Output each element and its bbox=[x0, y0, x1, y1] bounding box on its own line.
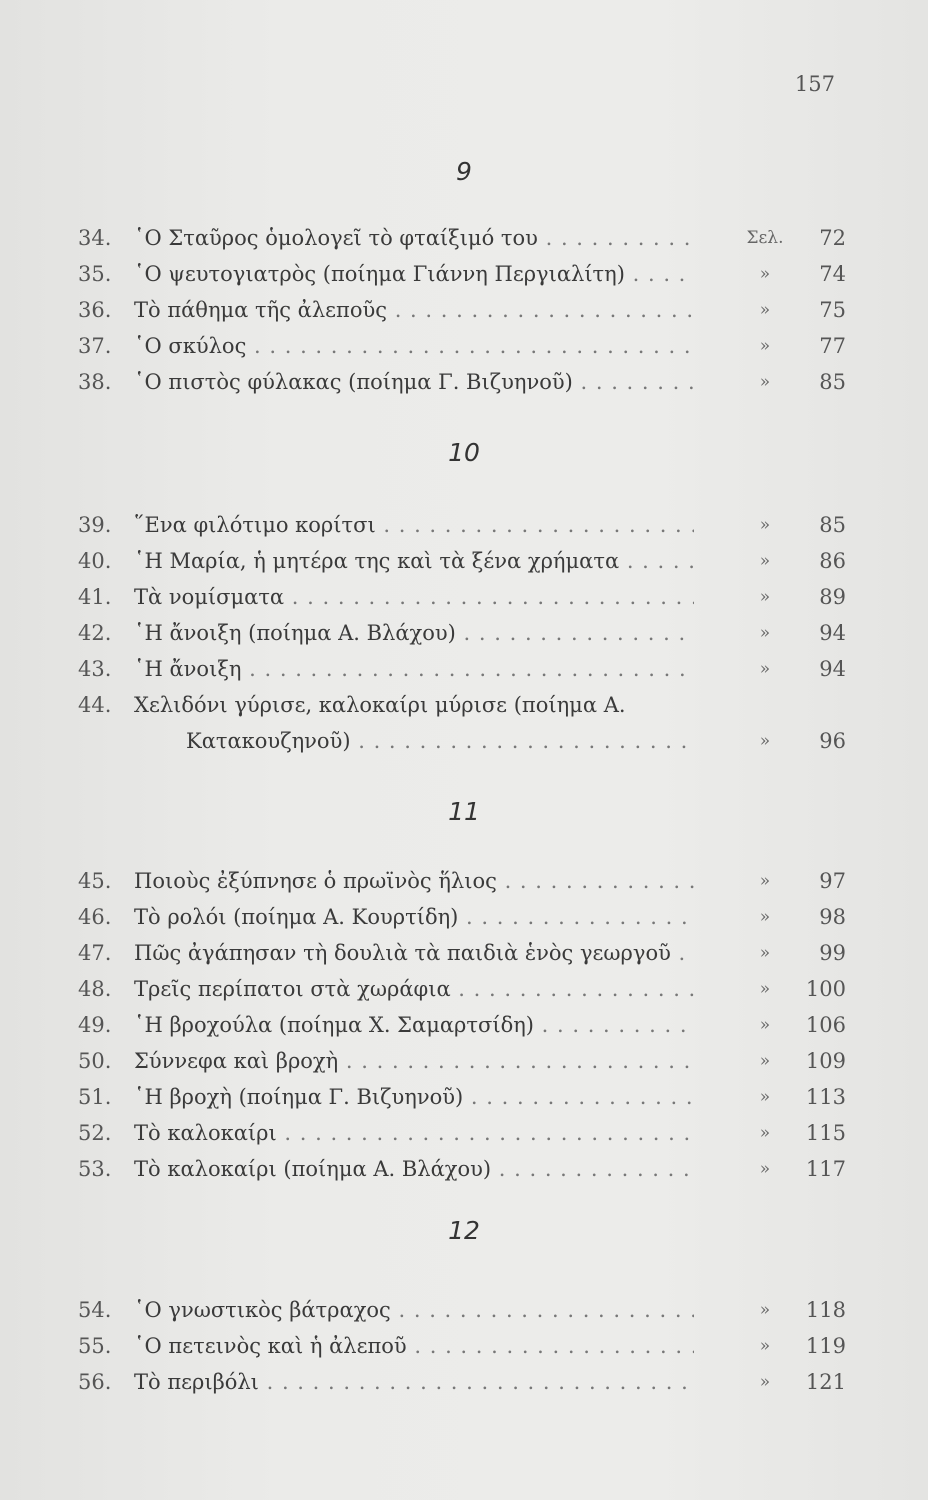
entry-page: 100 bbox=[805, 977, 846, 1001]
entry-title: ῾Ο Σταῦρος ὁμολογεῖ τὸ φταίξιμό του . . . bbox=[134, 223, 694, 253]
entry-page: 97 bbox=[819, 869, 846, 893]
entry-page: 85 bbox=[819, 513, 846, 537]
entry-title: ῾Ο γνωστικὸς βάτραχος . . . bbox=[134, 1295, 694, 1325]
toc-entry bbox=[78, 259, 848, 289]
toc-entry bbox=[78, 1118, 848, 1148]
entry-number: 39. bbox=[78, 513, 112, 537]
ditto-mark: » bbox=[759, 659, 771, 679]
entry-number: 51. bbox=[78, 1085, 112, 1109]
ditto-mark: » bbox=[759, 1336, 771, 1356]
section-title: 12 bbox=[448, 1216, 480, 1245]
entry-number: 47. bbox=[78, 941, 112, 965]
entry-page: 117 bbox=[805, 1157, 846, 1181]
toc-entry bbox=[78, 367, 848, 397]
toc-entry bbox=[78, 295, 848, 325]
entry-page: 99 bbox=[819, 941, 846, 965]
entry-title: Τὸ πάθημα τῆς ἀλεποῦς . . . bbox=[134, 295, 694, 325]
section-title: 9 bbox=[456, 157, 472, 186]
toc-entry bbox=[78, 902, 848, 932]
toc-entry bbox=[78, 510, 848, 540]
toc-entry bbox=[78, 618, 848, 648]
ditto-mark: » bbox=[759, 731, 771, 751]
ditto-mark: » bbox=[759, 551, 771, 571]
ditto-mark: » bbox=[759, 264, 771, 284]
ditto-mark: » bbox=[759, 907, 771, 927]
ditto-mark: » bbox=[759, 300, 771, 320]
entry-page: 94 bbox=[819, 621, 846, 645]
toc-entry bbox=[78, 1154, 848, 1184]
entry-page: 85 bbox=[819, 370, 846, 394]
entry-number: 44. bbox=[78, 693, 112, 717]
entry-title: Τρεῖς περίπατοι στὰ χωράφια . . . bbox=[134, 974, 694, 1004]
entry-title: Τὸ καλοκαίρι (ποίημα Α. Βλάχου) . . . bbox=[134, 1154, 694, 1184]
entry-title: Χελιδόνι γύρισε, καλοκαίρι μύρισε (ποίημα Α. bbox=[134, 693, 626, 717]
entry-number: 48. bbox=[78, 977, 112, 1001]
entry-page: 86 bbox=[819, 549, 846, 573]
toc-entry bbox=[78, 1331, 848, 1361]
entry-page: 75 bbox=[819, 298, 846, 322]
entry-page: 89 bbox=[819, 585, 846, 609]
entry-number: 36. bbox=[78, 298, 112, 322]
entry-number: 37. bbox=[78, 334, 112, 358]
ditto-mark: » bbox=[759, 336, 771, 356]
entry-number: 43. bbox=[78, 657, 112, 681]
entry-title: ῞Ενα φιλότιμο κορίτσι . . . bbox=[134, 510, 694, 540]
entry-number: 52. bbox=[78, 1121, 112, 1145]
entry-title: ῾Η Μαρία, ἡ μητέρα της καὶ τὰ ξένα χρήματα . . . bbox=[134, 546, 694, 576]
entry-number: 49. bbox=[78, 1013, 112, 1037]
entry-number: 54. bbox=[78, 1298, 112, 1322]
ditto-mark: » bbox=[759, 515, 771, 535]
entry-title: ῾Η ἄνοιξη (ποίημα Α. Βλάχου) . . . bbox=[134, 618, 694, 648]
entry-page: 115 bbox=[805, 1121, 846, 1145]
entry-title: Τὸ καλοκαίρι . . . bbox=[134, 1118, 694, 1148]
section-title: 10 bbox=[448, 438, 480, 467]
page-number: 157 bbox=[794, 72, 835, 96]
ditto-mark: » bbox=[759, 1159, 771, 1179]
toc-entry bbox=[78, 1010, 848, 1040]
entry-title: ῾Η βροχούλα (ποίημα Χ. Σαμαρτσίδη) . . . bbox=[134, 1010, 694, 1040]
entry-page: 113 bbox=[805, 1085, 846, 1109]
entry-title: Τὸ περιβόλι . . . bbox=[134, 1367, 694, 1397]
entry-title: Ποιοὺς ἐξύπνησε ὁ πρωϊνὸς ἥλιος . . . bbox=[134, 866, 694, 896]
toc-entry bbox=[78, 938, 848, 968]
entry-title: Τὸ ρολόι (ποίημα Α. Κουρτίδη) . . . bbox=[134, 902, 694, 932]
entry-page: 118 bbox=[805, 1298, 846, 1322]
entry-number: 46. bbox=[78, 905, 112, 929]
entry-title: ῾Η ἄνοιξη . . . bbox=[134, 654, 694, 684]
entry-page: 94 bbox=[819, 657, 846, 681]
entry-title: Πῶς ἀγάπησαν τὴ δουλιὰ τὰ παιδιὰ ἑνὸς γεωργοῦ . . . bbox=[134, 938, 694, 968]
entry-page: 109 bbox=[805, 1049, 846, 1073]
toc-entry bbox=[78, 1295, 848, 1325]
ditto-mark: » bbox=[759, 1372, 771, 1392]
entry-number: 34. bbox=[78, 226, 112, 250]
toc-entry bbox=[78, 223, 848, 253]
ditto-mark: » bbox=[759, 979, 771, 999]
entry-number: 50. bbox=[78, 1049, 112, 1073]
toc-entry bbox=[78, 331, 848, 361]
toc-entry bbox=[78, 546, 848, 576]
section-title: 11 bbox=[448, 797, 480, 826]
toc-entry bbox=[78, 582, 848, 612]
ditto-mark: » bbox=[759, 1300, 771, 1320]
ditto-mark: » bbox=[759, 587, 771, 607]
entry-number: 41. bbox=[78, 585, 112, 609]
entry-number: 53. bbox=[78, 1157, 112, 1181]
entry-title: ῾Ο σκύλος . . . bbox=[134, 331, 694, 361]
entry-title: ῾Ο πιστὸς φύλακας (ποίημα Γ. Βιζυηνοῦ) . . . bbox=[134, 367, 694, 397]
ditto-mark: » bbox=[759, 943, 771, 963]
entry-number: 40. bbox=[78, 549, 112, 573]
ditto-mark: » bbox=[759, 372, 771, 392]
toc-entry bbox=[78, 654, 848, 684]
entry-number: 56. bbox=[78, 1370, 112, 1394]
entry-number: 55. bbox=[78, 1334, 112, 1358]
entry-title: Σύννεφα καὶ βροχὴ . . . bbox=[134, 1046, 694, 1076]
ditto-mark: » bbox=[759, 623, 771, 643]
toc-entry bbox=[78, 866, 848, 896]
toc-entry bbox=[78, 1046, 848, 1076]
entry-number: 35. bbox=[78, 262, 112, 286]
entry-number: 42. bbox=[78, 621, 112, 645]
entry-page: 121 bbox=[805, 1370, 846, 1394]
ditto-mark: » bbox=[759, 871, 771, 891]
entry-page: 119 bbox=[805, 1334, 846, 1358]
toc-entry-continuation bbox=[78, 726, 848, 756]
entry-page: 106 bbox=[805, 1013, 846, 1037]
page-prefix: Σελ. bbox=[746, 228, 784, 248]
ditto-mark: » bbox=[759, 1015, 771, 1035]
ditto-mark: » bbox=[759, 1087, 771, 1107]
entry-page: 98 bbox=[819, 905, 846, 929]
ditto-mark: » bbox=[759, 1123, 771, 1143]
toc-entry bbox=[78, 690, 848, 720]
entry-title: Τὰ νομίσματα . . . bbox=[134, 582, 694, 612]
entry-page: 74 bbox=[819, 262, 846, 286]
toc-entry bbox=[78, 974, 848, 1004]
entry-title: ῾Ο ψευτογιατρὸς (ποίημα Γιάννη Περγιαλίτη) . . . bbox=[134, 259, 694, 289]
entry-page: 72 bbox=[819, 226, 846, 250]
toc-entry bbox=[78, 1367, 848, 1397]
entry-number: 38. bbox=[78, 370, 112, 394]
entry-title-continuation: Κατακουζηνοῦ) . . . bbox=[186, 726, 694, 756]
toc-entry bbox=[78, 1082, 848, 1112]
entry-page: 96 bbox=[819, 729, 846, 753]
entry-title: ῾Ο πετεινὸς καὶ ἡ ἀλεποῦ . . . bbox=[134, 1331, 694, 1361]
entry-number: 45. bbox=[78, 869, 112, 893]
entry-title: ῾Η βροχὴ (ποίημα Γ. Βιζυηνοῦ) . . . bbox=[134, 1082, 694, 1112]
ditto-mark: » bbox=[759, 1051, 771, 1071]
entry-page: 77 bbox=[819, 334, 846, 358]
